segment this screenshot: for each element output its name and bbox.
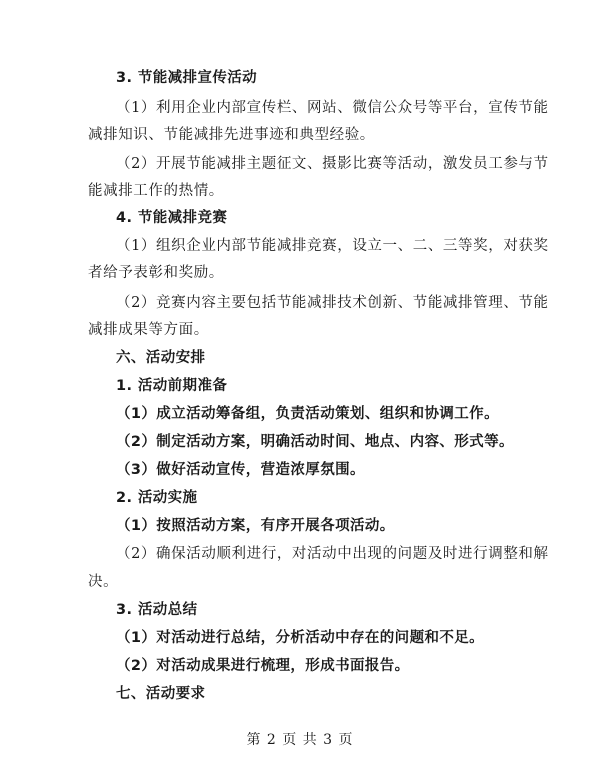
- paragraph-line: （2）确保活动顺利进行，对活动中出现的问题及时进行调整和解: [116, 546, 549, 562]
- paragraph-line: （1）对活动进行总结，分析活动中存在的问题和不足。: [116, 630, 485, 646]
- paragraph-line: 决。: [88, 574, 119, 590]
- paragraph-line: 能减排工作的热情。: [88, 183, 224, 199]
- page-footer: 第 2 页 共 3 页: [246, 732, 354, 748]
- paragraph-line: 者给予表彰和奖励。: [88, 265, 224, 281]
- paragraph-line: （1）按照活动方案，有序开展各项活动。: [116, 518, 395, 534]
- section-heading-3b: 3. 活动总结: [116, 602, 198, 618]
- section-heading-1: 1. 活动前期准备: [116, 378, 228, 394]
- section-heading-3: 3. 节能减排宣传活动: [116, 70, 258, 86]
- paragraph-line: （1）成立活动筹备组，负责活动策划、组织和协调工作。: [116, 406, 499, 422]
- paragraph-line: （2）对活动成果进行梳理，形成书面报告。: [116, 658, 410, 674]
- paragraph-line: （3）做好活动宣传，营造浓厚氛围。: [116, 462, 365, 478]
- paragraph-line: （2）竞赛内容主要包括节能减排技术创新、节能减排管理、节能: [116, 295, 549, 311]
- paragraph-line: （2）制定活动方案，明确活动时间、地点、内容、形式等。: [116, 434, 514, 450]
- section-heading-4: 4. 节能减排竞赛: [116, 210, 228, 226]
- chapter-heading-6: 六、活动安排: [116, 350, 206, 366]
- paragraph-line: （1）利用企业内部宣传栏、网站、微信公众号等平台，宣传节能: [116, 100, 549, 116]
- paragraph-line: （2）开展节能减排主题征文、摄影比赛等活动，激发员工参与节: [116, 156, 549, 172]
- paragraph-line: 减排知识、节能减排先进事迹和典型经验。: [88, 127, 375, 143]
- paragraph-line: （1）组织企业内部节能减排竞赛，设立一、二、三等奖，对获奖: [116, 238, 549, 254]
- section-heading-2: 2. 活动实施: [116, 490, 198, 506]
- paragraph-line: 减排成果等方面。: [88, 322, 209, 338]
- chapter-heading-7: 七、活动要求: [116, 686, 206, 702]
